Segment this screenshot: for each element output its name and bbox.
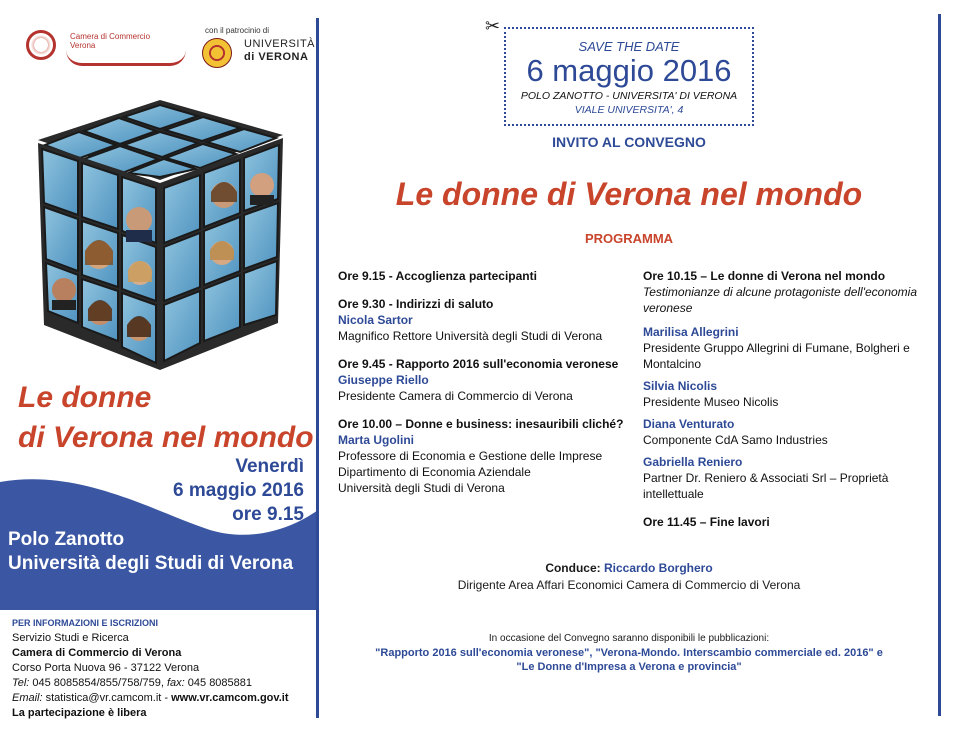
speaker-role: Componente CdA Samo Industries <box>643 433 828 447</box>
speaker-role: Professore di Economia e Gestione delle Imprese <box>338 449 603 463</box>
speaker-name: Marilisa Allegrini <box>643 325 739 339</box>
tel-label: Tel: <box>12 677 30 689</box>
fax-value: 045 8085881 <box>187 677 253 689</box>
publications-block <box>320 632 938 674</box>
university-logo-text <box>244 38 315 64</box>
info-heading: PER INFORMAZIONI E ISCRIZIONI <box>12 618 159 628</box>
info-line: Camera di Commercio di Verona <box>12 647 182 659</box>
program-item <box>643 268 928 316</box>
conduce-block <box>320 560 938 594</box>
speaker-role: Magnifico Rettore Università degli Studi di Verona <box>338 329 603 343</box>
left-date-block <box>104 455 304 527</box>
tel-value: 045 8085854/855/758/759, <box>32 677 164 689</box>
speaker-item <box>643 324 928 372</box>
camera-seal-icon <box>26 30 56 60</box>
university-seal-icon <box>202 38 232 68</box>
left-day: Venerdì <box>235 456 304 477</box>
conduce-name: Riccardo Borghero <box>604 561 713 575</box>
camera-swoosh-icon <box>66 50 186 66</box>
speaker-name: Giuseppe Riello <box>338 373 429 387</box>
save-the-date-box <box>504 27 754 126</box>
speaker-name: Silvia Nicolis <box>643 379 718 393</box>
publications-line2: "Le Donne d'Impresa a Verona e provincia" <box>516 661 742 673</box>
speaker-item <box>643 378 928 410</box>
speaker-role: Presidente Gruppo Allegrini di Fumane, Bolgheri e Montalcino <box>643 341 910 371</box>
left-panel <box>0 0 318 734</box>
left-venue-line1: Polo Zanotto <box>8 529 125 550</box>
email-label: Email: <box>12 692 43 704</box>
speaker-item <box>643 416 928 448</box>
program-time: Ore 10.00 – Donne e business: inesauribili cliché? <box>338 417 624 431</box>
program-time: Ore 9.30 - Indirizzi di saluto <box>338 297 494 311</box>
invito-heading: INVITO AL CONVEGNO <box>552 134 706 150</box>
left-venue-line2: Università degli Studi di Verona <box>8 553 294 574</box>
save-date: 6 maggio 2016 <box>526 53 732 88</box>
info-block <box>12 616 312 721</box>
university-line1: UNIVERSITÀ <box>244 38 316 50</box>
main-title: Le donne di Verona nel mondo <box>395 176 863 212</box>
conduce-line <box>320 560 938 577</box>
save-place: POLO ZANOTTO - UNIVERSITA' DI VERONA <box>520 90 738 102</box>
speaker-name: Marta Ugolini <box>338 433 415 447</box>
left-date: 6 maggio 2016 <box>173 480 304 501</box>
info-line: Corso Porta Nuova 96 - 37122 Verona <box>12 662 200 674</box>
info-phone-line <box>12 676 312 691</box>
camera-logo-text: Camera di Commercio Verona <box>70 32 151 50</box>
left-time: ore 9.15 <box>232 504 304 525</box>
speaker-name: Diana Venturato <box>643 417 735 431</box>
program-right-column <box>643 268 928 542</box>
speaker-name: Gabriella Reniero <box>643 455 743 469</box>
fax-label: fax: <box>166 677 185 689</box>
speaker-item <box>643 454 928 502</box>
speaker-name: Nicola Sartor <box>338 313 413 327</box>
program-left-column <box>338 268 628 508</box>
program-item <box>338 296 628 344</box>
publications-intro: In occasione del Convegno saranno disponibili le pubblicazioni: <box>488 633 770 644</box>
program-subtitle: Testimonianze di alcune protagoniste dell'economia veronese <box>643 285 918 315</box>
conduce-role: Dirigente Area Affari Economici Camera di Commercio di Verona <box>457 578 801 592</box>
program-time: Ore 10.15 – Le donne di Verona nel mondo <box>643 269 886 283</box>
university-line2: di VERONA <box>244 51 309 63</box>
conduce-label: Conduce: <box>545 561 601 575</box>
info-email-line <box>12 691 312 706</box>
info-line: Servizio Studi e Ricerca <box>12 632 129 644</box>
publications-line1: "Rapporto 2016 sull'economia veronese", "Verona-Mondo. Interscambio commerciale ed. 2016" e <box>375 647 883 659</box>
free-participation: La partecipazione è libera <box>12 707 147 719</box>
email-link[interactable]: statistica@vr.camcom.it - <box>45 692 169 704</box>
divider-left <box>316 18 319 718</box>
program-item <box>338 268 628 284</box>
program-item <box>643 514 928 530</box>
rubik-cube-illustration <box>28 95 293 375</box>
program-item <box>338 356 628 404</box>
left-title-line1: Le donne <box>18 381 152 414</box>
speaker-role: Presidente Camera di Commercio di Verona <box>338 389 573 403</box>
left-venue <box>8 528 293 576</box>
program-end: Ore 11.45 – Fine lavori <box>643 515 770 529</box>
program-time: Ore 9.45 - Rapporto 2016 sull'economia veronese <box>338 357 619 371</box>
save-the-date-label: SAVE THE DATE <box>578 39 680 54</box>
scissors-icon: ✂ <box>485 16 501 36</box>
website-link[interactable]: www.vr.camcom.gov.it <box>171 692 289 704</box>
speaker-role: Partner Dr. Reniero & Associati Srl – Proprietà intellettuale <box>643 471 889 501</box>
speaker-role: Presidente Museo Nicolis <box>643 395 779 409</box>
left-title <box>18 378 314 458</box>
patrocinio-label: con il patrocinio di <box>205 26 270 35</box>
program-item <box>338 416 628 496</box>
divider-right <box>938 14 941 716</box>
speaker-role: Dipartimento di Economia Aziendale <box>338 465 531 479</box>
save-address: VIALE UNIVERSITA', 4 <box>574 104 684 116</box>
speaker-role: Università degli Studi di Verona <box>338 481 505 495</box>
programma-heading: PROGRAMMA <box>584 231 674 246</box>
left-title-line2: di Verona nel mondo <box>18 421 314 454</box>
program-time: Ore 9.15 - Accoglienza partecipanti <box>338 269 537 283</box>
